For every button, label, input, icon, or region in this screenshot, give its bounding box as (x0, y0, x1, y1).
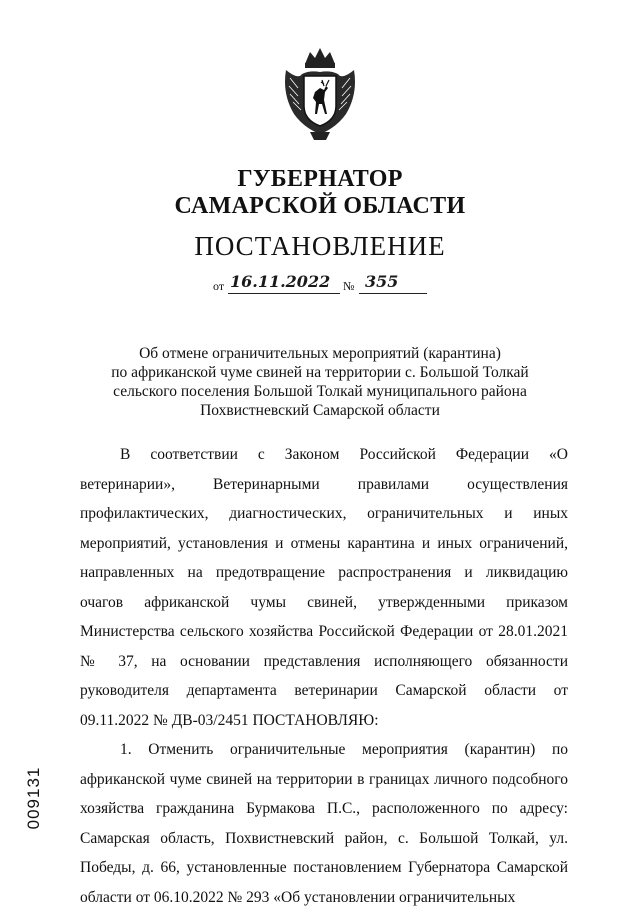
date-label: от (213, 279, 225, 293)
subject-line: по африканской чуме свиней на территории с. Большой Толкай (111, 364, 529, 381)
coat-of-arms-icon (280, 44, 360, 142)
subject-block (80, 344, 560, 420)
subject-line: сельского поселения Большой Толкай муниципального района (113, 383, 527, 400)
subject-line: Об отмене ограничительных мероприятий (карантина) (139, 345, 501, 362)
body-paragraph: 1. Отменить ограничительные мероприятия (карантин) по африканской чуме свиней на территории в границах личного подсобного хозяйства гражданина Бурмакова П.С., расположенного по адресу: Самарская область, Похвистневский район, с. Большой Толкай, ул. Победы, д. 66, установленные постановлением Губернатора Самарской области от 06.10.2022 № 293 «Об установлении ограничительных (80, 741, 568, 906)
margin-serial (4, 740, 64, 860)
org-title-line2: САМАРСКОЙ ОБЛАСТИ (174, 193, 466, 219)
date-number-line (213, 272, 433, 298)
body-paragraph: В соответствии с Законом Российской Федерации «О ветеринарии», Ветеринарными правилами осуществления профилактических, диагностических, ограничительных и иных мероприятий, установления и отмены карантина и иных ограничений, направленных на предотвращение распространения и ликвидацию очагов африканской чумы свиней, утвержденными приказом Министерства сельского хозяйства Российской Федерации от 28.01.2021 № 37, на основании представления исполняющего обязанности руководителя департамента ветеринарии Самарской области от 09.11.2022 № ДВ-03/2451 ПОСТАНОВЛЯЮ: (80, 446, 568, 729)
document-body (80, 440, 568, 912)
margin-serial-number: 009131 (24, 766, 43, 830)
document-type: ПОСТАНОВЛЕНИЕ (194, 231, 446, 261)
number-value: 355 (365, 272, 399, 291)
date-value: 16.11.2022 (230, 272, 331, 291)
number-label: № (343, 279, 355, 293)
org-title-line1: ГУБЕРНАТОР (237, 166, 403, 192)
subject-line: Похвистневский Самарской области (200, 402, 440, 419)
